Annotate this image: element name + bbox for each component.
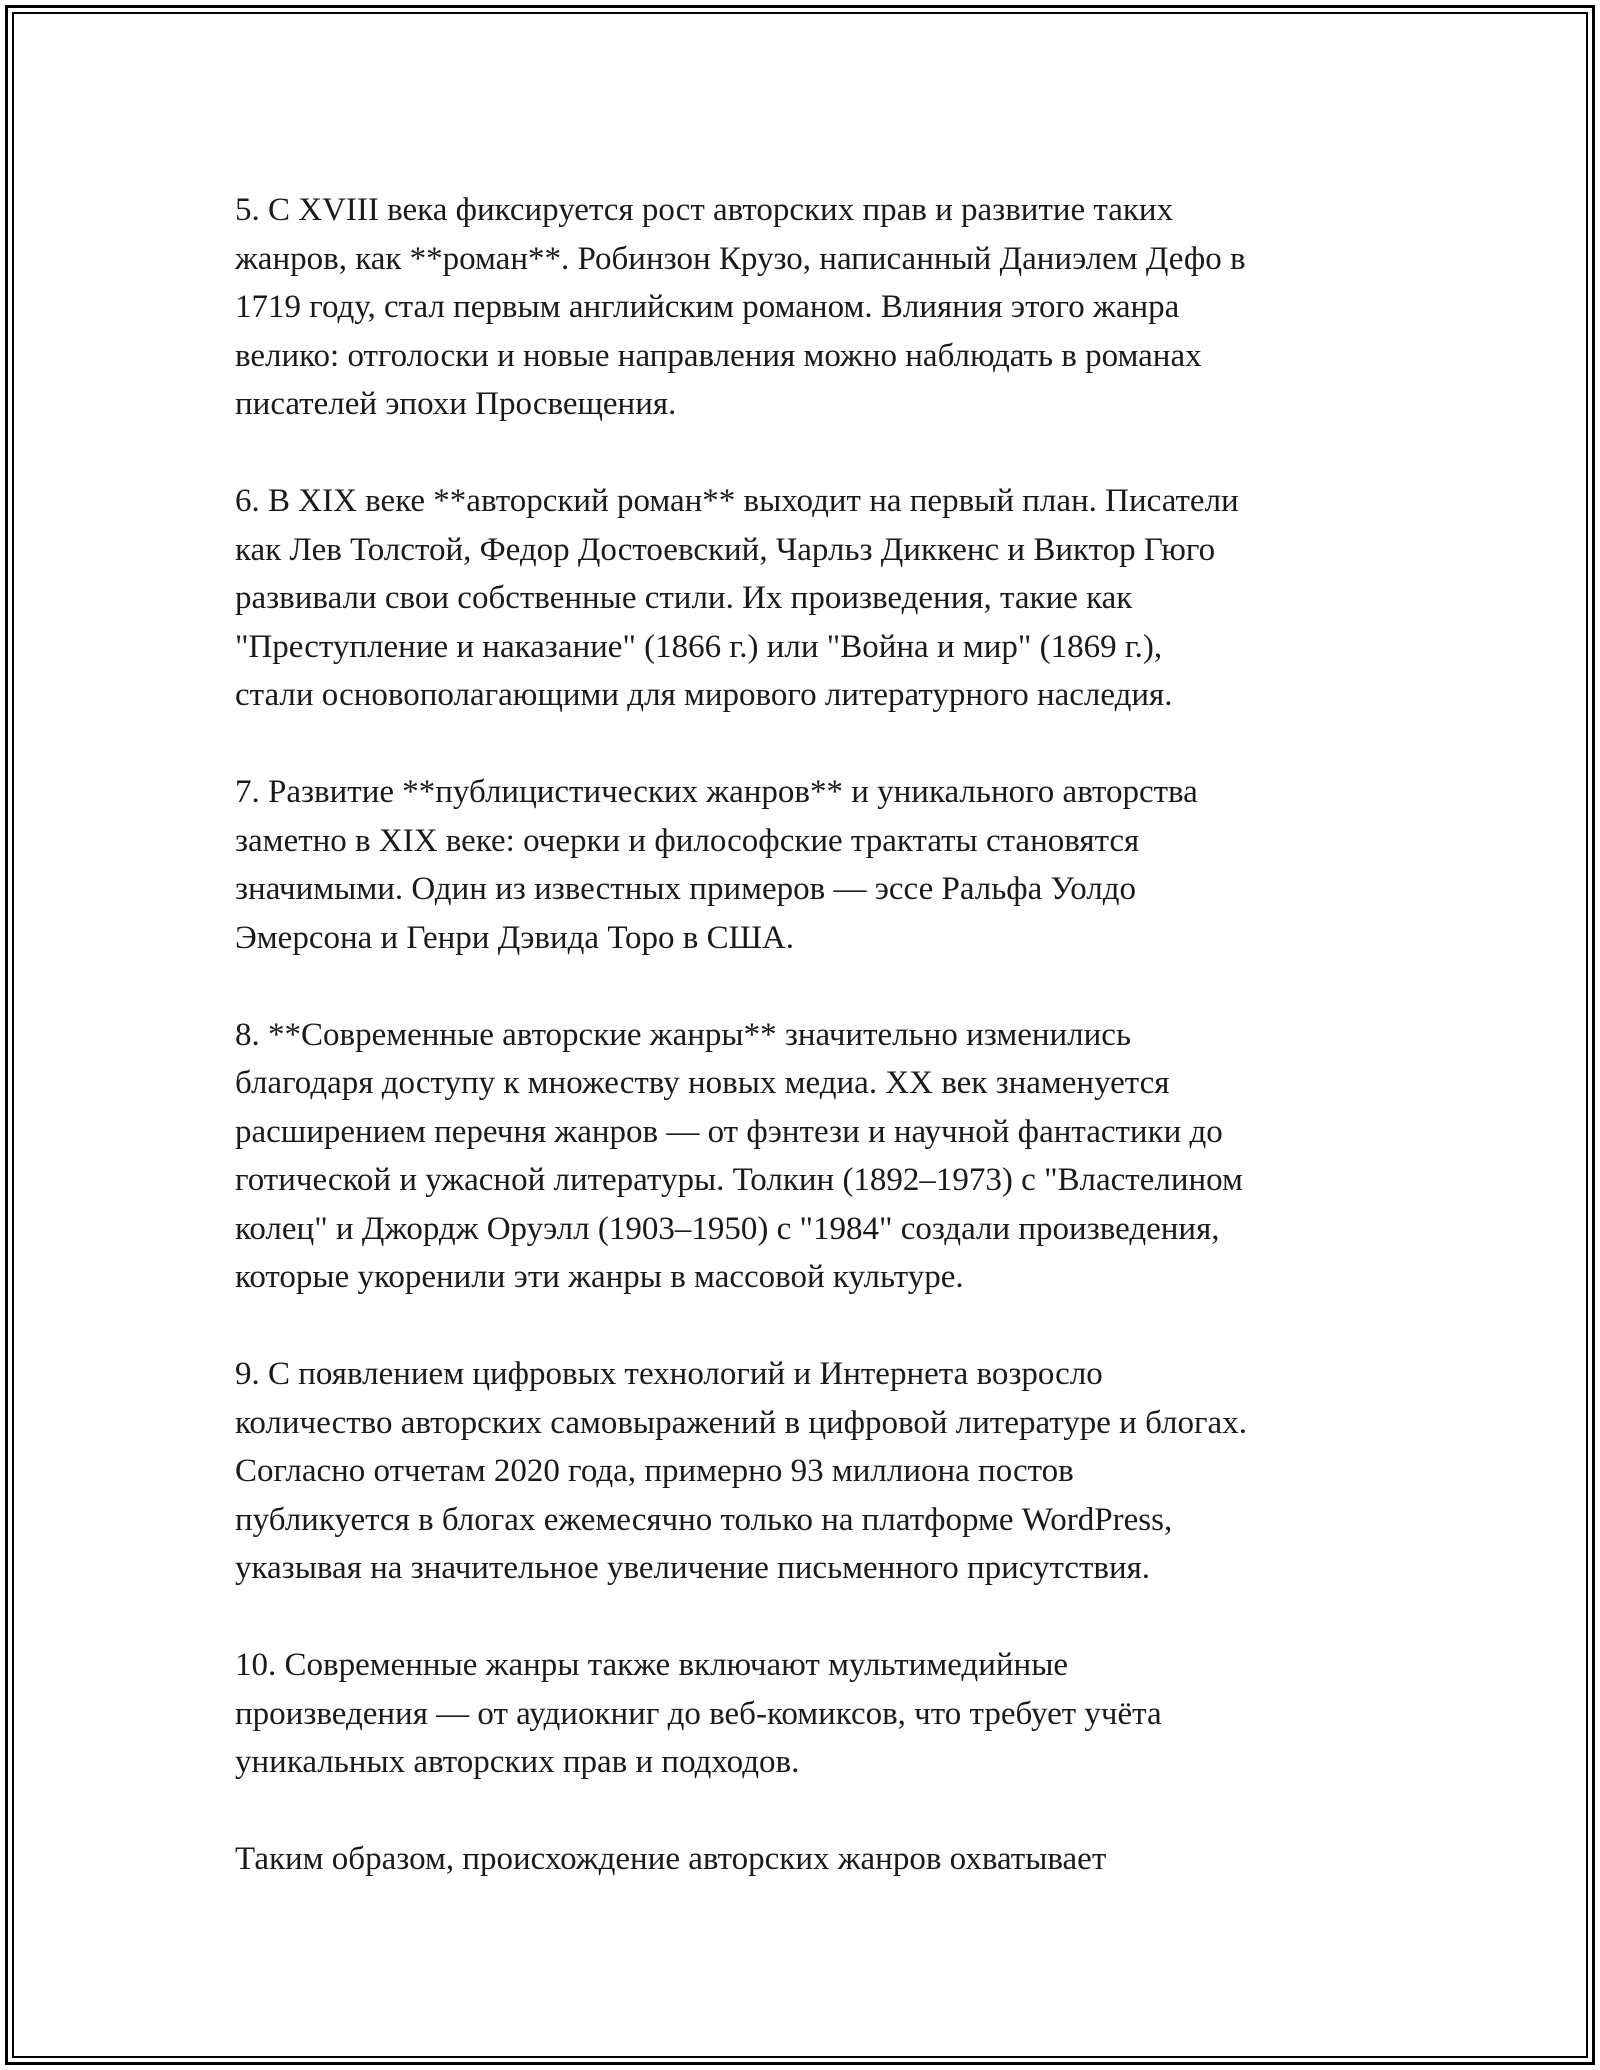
paragraph-item-10: 10. Современные жанры также включают мультимедийные произведения — от аудиокниг до веб-комиксов, что требует учёта уникальных авторских прав и подходов. — [235, 1647, 1162, 1780]
paragraph-item-5: 5. С XVIII века фиксируется рост авторских прав и развитие таких жанров, как **роман**. Робинзон Крузо, написанный Даниэлем Дефо в 1719 году, стал первым английским романом. Влияния этого жанра велико: отголоски и новые направления можно наблюдать в романах писателей эпохи Просвещения. — [235, 192, 1246, 422]
paragraph-conclusion: Таким образом, происхождение авторских жанров охватывает — [235, 1841, 1107, 1877]
paragraph-item-9: 9. С появлением цифровых технологий и Интернета возросло количество авторских самовыражений в цифровой литературе и блогах. Согласно отчетам 2020 года, примерно 93 миллиона постов публикуется в блогах ежемесячно только на платформе WordPress, указывая на значительное увеличение письменного присутствия. — [235, 1356, 1247, 1586]
paragraph-item-8: 8. **Современные авторские жанры** значительно изменились благодаря доступу к множеству новых медиа. XX век знаменуется расширением перечня жанров — от фэнтези и научной фантастики до готической и ужасной литературы. Толкин (1892–1973) с "Властелином колец" и Джордж Оруэлл (1903–1950) с "1984" создали произведения, которые укоренили эти жанры в массовой культуре. — [235, 1016, 1243, 1295]
paragraph-item-7: 7. Развитие **публицистических жанров** и уникального авторства заметно в XIX веке: очерки и философские трактаты становятся значимыми. Один из известных примеров — эссе Ральфа Уолдо Эмерсона и Генри Дэвида Торо в США. — [235, 774, 1198, 956]
paragraph-item-6: 6. В XIX веке **авторский роман** выходит на первый план. Писатели как Лев Толстой, Федор Достоевский, Чарльз Диккенс и Виктор Гюго развивали свои собственные стили. Их произведения, такие как "Преступление и наказание" (1866 г.) или "Война и мир" (1869 г.), стали основополагающими для мирового литературного наследия. — [235, 483, 1239, 713]
document-body — [235, 186, 1375, 1884]
